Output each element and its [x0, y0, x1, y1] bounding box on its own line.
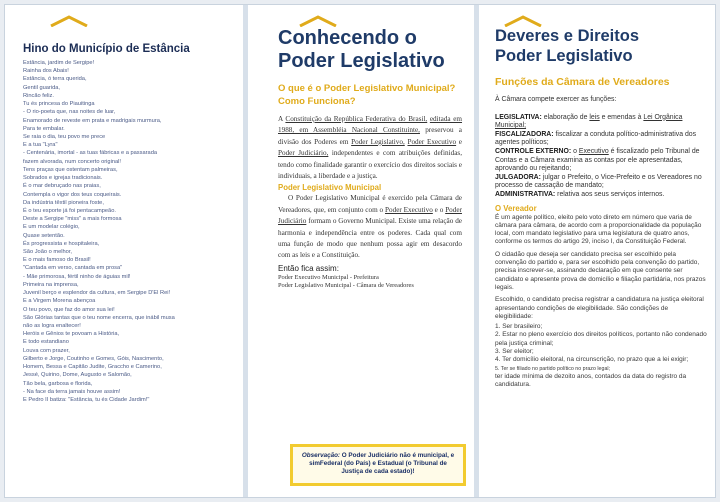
hymn-line: Deste a Sergipe "miss" a mais formosa [23, 216, 122, 223]
assembleia-link[interactable]: editada em 1988, em Assembléia Nacional Constituinte, [278, 115, 463, 135]
hymn-line: E Pedro II batiza: "Estância, tu és Cidade Jardim!" [23, 396, 150, 403]
summary-item: Poder Executivo Municipal - Prefeitura [278, 273, 379, 281]
text: preservou a divisão dos Poderes em [278, 126, 462, 146]
text: e [456, 137, 462, 146]
hymn-line: Enamorado de reveste em prata e madrigais murmura, [23, 117, 162, 124]
hymn-line: São João o melhor, [23, 249, 73, 256]
hymn-line: Rincão feliz. [23, 92, 54, 99]
hymn-line: E um modelar colégio, [23, 224, 80, 231]
plm-paragraph [278, 193, 462, 261]
hymn-line: Juvenil berço e esplendor da cultura, em Sergipe D'El Rei! [23, 290, 171, 297]
function-item [495, 114, 707, 131]
hymn-line: não as logra enaltecer! [23, 323, 81, 329]
hymn-line: São Glórias tantas que o teu nome encerra, que inábil musa [23, 314, 175, 321]
constituicao-link[interactable]: Constituição da República Federativa do Brasil, [285, 115, 428, 123]
function-key: LEGISLATIVA: [495, 113, 542, 121]
condition-item: 3. Ser eleitor; [495, 347, 534, 355]
observation-box [290, 444, 466, 486]
hymn-line: Gilberto e Jorge, Coutinho e Gomes, Góis, Nascimento, [23, 355, 164, 362]
hymn-line: Louva com prazer, [23, 347, 70, 354]
hymn-line: E a tua "Lyra" [23, 142, 58, 149]
function-key: JULGADORA: [495, 173, 541, 181]
function-key: ADMINISTRATIVA: [495, 190, 556, 198]
function-text: elaboração de [541, 113, 590, 121]
condition-small: 5. Ter se filiado no partido político no prazo legal; [495, 365, 611, 372]
hymn-title: Hino do Município de Estância [23, 43, 190, 55]
intro-paragraph [278, 114, 462, 182]
function-link[interactable]: Executivo [578, 147, 609, 155]
function-text: é fiscalizado pelo Tribunal de Contas e a Câmara examina as contas por ele apresentadas, aprovando ou rejeitando; [495, 147, 700, 173]
hymn-text [23, 59, 232, 404]
title-line-2: Poder Legislativo [495, 46, 633, 65]
text: A [278, 115, 286, 123]
column-hymn [5, 5, 240, 497]
decorative-cap-icon [298, 15, 338, 27]
hymn-line: Quase setentão. [23, 232, 65, 239]
function-text: relativa aos seus serviços internos. [555, 190, 665, 198]
condition-item: ter idade mínima de dezoito anos, contados da data do registro da candidatura. [495, 372, 687, 389]
section-heading: Poder Legislativo Municipal [278, 183, 382, 193]
hymn-line: É o mar debruçado nas praias, [23, 183, 101, 190]
hymn-line: O teu povo, que faz do amor sua lei! [23, 306, 115, 313]
hymn-line: - Centenária, imortal - as tuas fábricas e a passarada [23, 150, 158, 157]
function-item [495, 191, 707, 200]
summary-item: Poder Legislativo Municipal - Câmara de Vereadores [278, 282, 414, 290]
hymn-line: E todo estandiano [23, 339, 69, 346]
function-text: julgar o Prefeito, o Vice-Prefeito e os Vereadores no processo de cassação de mandato; [495, 173, 702, 190]
text: formam o Governo Municipal. Existe uma relação de harmonia e independência entre os poderes. Cada qual com uma função de modo que nenhum possa agir em desacordo com as leis e a Constituição. [278, 217, 462, 260]
summary-heading: Então fica assim: [278, 263, 339, 273]
hymn-line: fazem alvorada, num concerto original! [23, 158, 122, 165]
intro-text: À Câmara compete exercer as funções: [495, 96, 617, 103]
function-text: o [571, 147, 579, 155]
hymn-line: Para te embalar. [23, 125, 65, 132]
hymn-line: Estância, ó terra querida, [23, 76, 87, 83]
hymn-line: E o mais famoso do Brasil! [23, 257, 91, 264]
text: independentes e com atribuições definidas, tendo como finalidade garantir o exercício dos direitos sociais e individuais, a liberdade e a justiça. [278, 149, 462, 181]
hymn-line: - Mãe primorosa, fértil ninho de águias mil! [23, 273, 131, 280]
poder-judiciario-link[interactable]: Poder Judiciário, [278, 149, 329, 158]
function-item [495, 174, 707, 191]
title-line-1: Deveres e Direitos [495, 27, 639, 45]
registro-paragraph: Escolhido, o candidato precisa registrar a candidatura na justiça eleitoral apresentando condições de elegibilidade. São condições de elegibilidade: [495, 296, 704, 320]
vereador-paragraph: É um agente político, eleito pelo voto direto em número que varia de câmara para câmara, de acordo com a proporcionalidade da população local, com mandato legislativo para uma legislatura de quatro anos, conforme os termos do artigo 29, inciso I, da Constituição Federal. [495, 213, 702, 246]
decorative-cap-icon [503, 15, 543, 27]
functions-list [495, 114, 707, 200]
observation-label: Observação: [301, 452, 341, 459]
text: O Poder Legislativo Municipal é exercido pela Câmara de Vereadores, que, em conjunto com o [278, 194, 462, 214]
hymn-line: Rainha dos Abais! [23, 68, 69, 75]
function-text: fiscalizar a conduta político-administrativa dos agentes políticos; [495, 130, 697, 147]
column-deveres [481, 5, 717, 497]
poder-legislativo-link[interactable]: Poder Legislativo, [351, 137, 405, 146]
hymn-line: É o teu esporte já foi pentacampeão. [23, 207, 116, 214]
observation-text: O Poder Judiciário não é municipal, e simFederal (do País) e Estadual (o Tribunal de Justiça de cada estado)! [309, 452, 455, 476]
hymn-line: És progressista e hospitaleira, [23, 240, 100, 247]
hymn-line: Estância, jardim de Sergipe! [23, 60, 95, 66]
function-item [495, 148, 707, 174]
conditions-list [495, 323, 707, 364]
condition-item [495, 365, 707, 373]
hymn-line: Primeira na imprensa, [23, 281, 79, 288]
function-key: FISCALIZADORA: [495, 130, 554, 138]
poder-executivo-link[interactable]: Poder Executivo [385, 205, 433, 214]
condition-item: 4. Ter domicílio eleitoral, na circunscrição, no prazo que a lei exigir; [495, 356, 689, 364]
hymn-line: Jessé, Quirino, Dome, Augusto e Salomão, [23, 372, 132, 379]
hymn-line: Homem, Bessa e Capitão Judite, Graccho e Camerino, [23, 364, 162, 371]
function-link[interactable]: Lei Orgânica Municipal; [495, 113, 683, 130]
function-link[interactable]: leis [589, 113, 600, 121]
hymn-line: Tu és princesa do Piauitinga [23, 101, 95, 108]
function-key: CONTROLE EXTERNO: [495, 147, 572, 155]
title-line-1: Conhecendo o [278, 27, 417, 49]
hymn-line: Tens praças que ostentam palmeiras, [23, 166, 118, 173]
page-title [495, 27, 707, 66]
text: e o [432, 205, 446, 214]
candidato-paragraph: O cidadão que deseja ser candidato precisa ser escolhido pela convenção do partido e, para ser escolhido pela convenção do partido, precisa inscrever-se, assinando declaração em que consente ser candidato e apresente prova de domicílio e filiação partidária, nos prazos legais. [495, 250, 706, 291]
hymn-line: Contempla o vigor dos teus coqueirais. [23, 191, 122, 198]
hymn-line: - Na face da terra jamais houve assim! [23, 388, 121, 395]
hymn-line: E a Virgem Morena abençoa [23, 298, 96, 305]
column-conhecendo [243, 5, 479, 497]
poder-executivo-link[interactable]: Poder Executivo [407, 137, 457, 146]
hymn-line: Sobrados e igrejas tradicionais. [23, 175, 103, 182]
section-subtitle: O que é o Poder Legislativo Municipal? Como Funciona? [278, 83, 456, 107]
hymn-line: Heróis e Gênios te povoam a História, [23, 331, 120, 338]
condition-item: 1. Ser brasileiro; [495, 323, 543, 331]
decorative-cap-icon [49, 15, 89, 27]
hymn-line: Gentil guarida, [23, 84, 60, 91]
hymn-line: "Cantada em verso, cantada em prosa" [23, 265, 123, 272]
section-heading: O Vereador [495, 203, 537, 213]
function-item [495, 131, 707, 148]
brochure-page [4, 4, 716, 498]
title-line-2: Poder Legislativo [278, 50, 445, 72]
function-text: e emendas à [599, 113, 644, 121]
hymn-line: Se raia o dia, teu povo me prece [23, 133, 106, 140]
hymn-line: - O rio-poeta que, nas noites de luar, [23, 109, 116, 116]
hymn-line: Tão bela, garbosa e florida, [23, 380, 93, 387]
poder-judiciario-link[interactable]: Poder Judiciário [278, 205, 462, 226]
page-title [278, 27, 462, 73]
condition-item: 2. Estar no pleno exercício dos direitos políticos, portanto não condenado pela justiça criminal; [495, 331, 707, 347]
hymn-line: Da indústria têxtil pioneira foste, [23, 199, 104, 206]
section-subtitle: Funções da Câmara de Vereadores [495, 76, 670, 88]
